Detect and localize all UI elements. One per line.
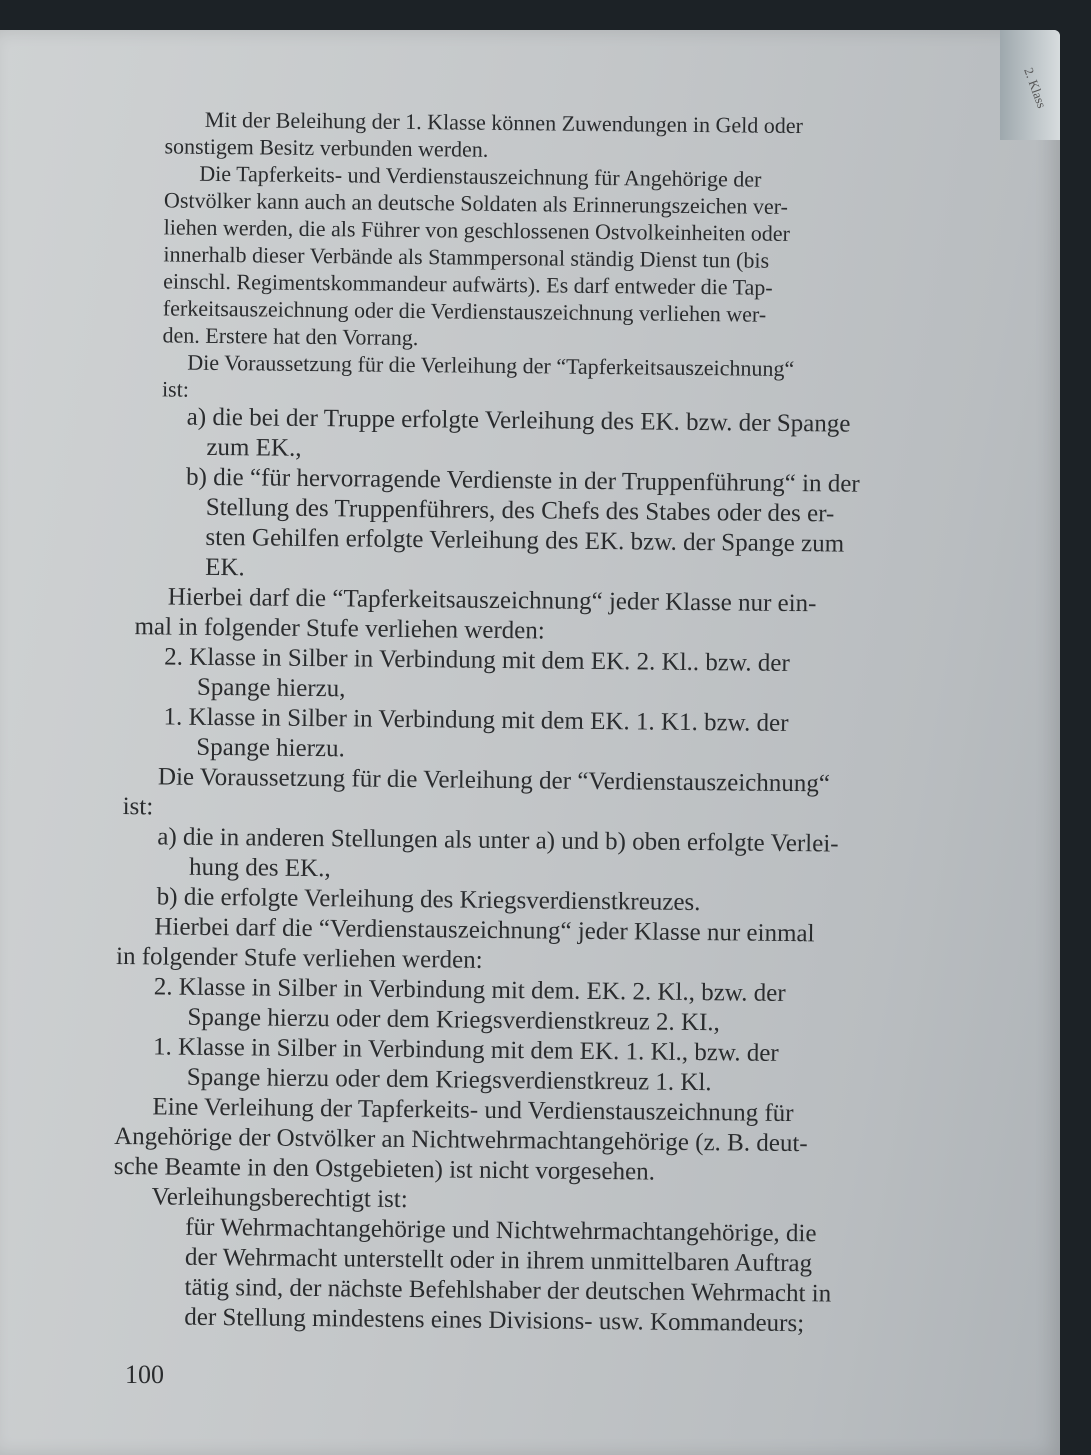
list-item-continuation: sten Gehilfen erfolgte Verleihung des EK. bzw. der Spange zum [205,523,845,558]
list-item: a) die bei der Truppe erfolgte Verleihung des EK. bzw. der Spange [186,403,851,438]
list-item: a) die in anderen Stellungen als unter a) und b) oben erfolgte Verlei- [157,823,839,858]
text-line: Angehörige der Ostvölker an Nichtwehrmachtangehörige (z. B. deut- [114,1122,808,1158]
text-line: sonstigem Besitz verbunden werden. [164,133,489,162]
list-item-continuation: Spange hierzu, [196,673,346,703]
list-item: 2. Klasse in Silber in Verbindung mit dem EK. 2. Kl.. bzw. der [164,643,790,677]
text-line: Die Voraussetzung für die Verleihung der “Verdienstauszeichnung“ [157,763,831,798]
text-line: Hierbei darf die “Tapferkeitsauszeichnung“ jeder Klasse nur ein- [167,583,817,618]
text-line: Verleihungsberechtigt ist: [151,1183,408,1214]
text-line: sche Beamte in den Ostgebieten) ist nicht vorgesehen. [113,1152,656,1186]
list-item-continuation: Spange hierzu oder dem Kriegsverdienstkreuz 1. Kl. [186,1063,712,1097]
text-line: mal in folgender Stufe verliehen werden: [134,613,545,645]
list-item: 1. Klasse in Silber in Verbindung mit dem EK. 1. Kl., bzw. der [152,1033,779,1067]
text-line: in folgender Stufe verliehen werden: [115,942,483,974]
text-line: einschl. Regimentskommandeur aufwärts). Es darf entweder die Tap- [163,268,773,300]
list-item: b) die “für hervorragende Verdienste in der Truppenführung“ in der [185,463,860,498]
text-line: liehen werden, die als Führer von geschlossenen Ostvolkeinheiten oder [163,214,791,246]
text-line: den. Erstere hat den Vorrang. [162,322,419,351]
list-item: 1. Klasse in Silber in Verbindung mit dem EK. 1. K1. bzw. der [163,703,789,737]
text-line: Ostvölker kann auch an deutsche Soldaten als Erinnerungszeichen ver- [163,187,789,219]
list-item-continuation: EK. [205,553,245,582]
page-number: 100 [125,1360,164,1389]
list-item-continuation: zum EK., [206,433,302,462]
text-line: ferkeitsauszeichnung oder die Verdienstauszeichnung verliehen wer- [162,295,767,327]
text-line: Die Voraussetzung für die Verleihung der “Tapferkeitsauszeichnung“ [187,349,795,382]
next-page-edge [1000,30,1060,140]
body-text [112,105,955,1341]
text-line: innerhalb dieser Verbände als Stammpersonal ständig Dienst tun (bis [163,241,770,273]
text-line: Hierbei darf die “Verdienstauszeichnung“ jeder Klasse nur einmal [154,913,815,948]
text-line: Mit der Beleihung der 1. Klasse können Zuwendungen in Geld oder [204,106,804,139]
book-page [0,30,1060,1455]
next-page-edge-label: 2. Klass [1021,65,1050,111]
text-line: der Wehrmacht unterstellt oder in ihrem unmittelbaren Auftrag [184,1243,813,1278]
list-item-continuation: Spange hierzu. [196,733,345,763]
list-item-continuation: Stellung des Truppenführers, des Chefs des Stabes oder des er- [205,493,835,528]
list-item-continuation: hung des EK., [188,853,331,883]
text-line: für Wehrmachtangehörige und Nichtwehrmachtangehörige, die [185,1213,817,1248]
list-item: 2. Klasse in Silber in Verbindung mit dem. EK. 2. Kl., bzw. der [153,973,786,1007]
list-item-continuation: Spange hierzu oder dem Kriegsverdienstkreuz 2. KI., [187,1003,721,1037]
text-line: Die Tapferkeits- und Verdienstauszeichnung für Angehörige der [199,160,762,192]
text-line: ist: [161,376,190,402]
text-line: Eine Verleihung der Tapferkeits- und Verdienstauszeichnung für [152,1093,794,1128]
text-line: tätig sind, der nächste Befehlshaber der deutschen Wehrmacht in [184,1273,832,1308]
text-line: der Stellung mindestens eines Divisions- usw. Kommandeurs; [184,1303,805,1338]
text-line: ist: [122,793,154,821]
list-item: b) die erfolgte Verleihung des Kriegsverdienstkreuzes. [156,883,701,917]
